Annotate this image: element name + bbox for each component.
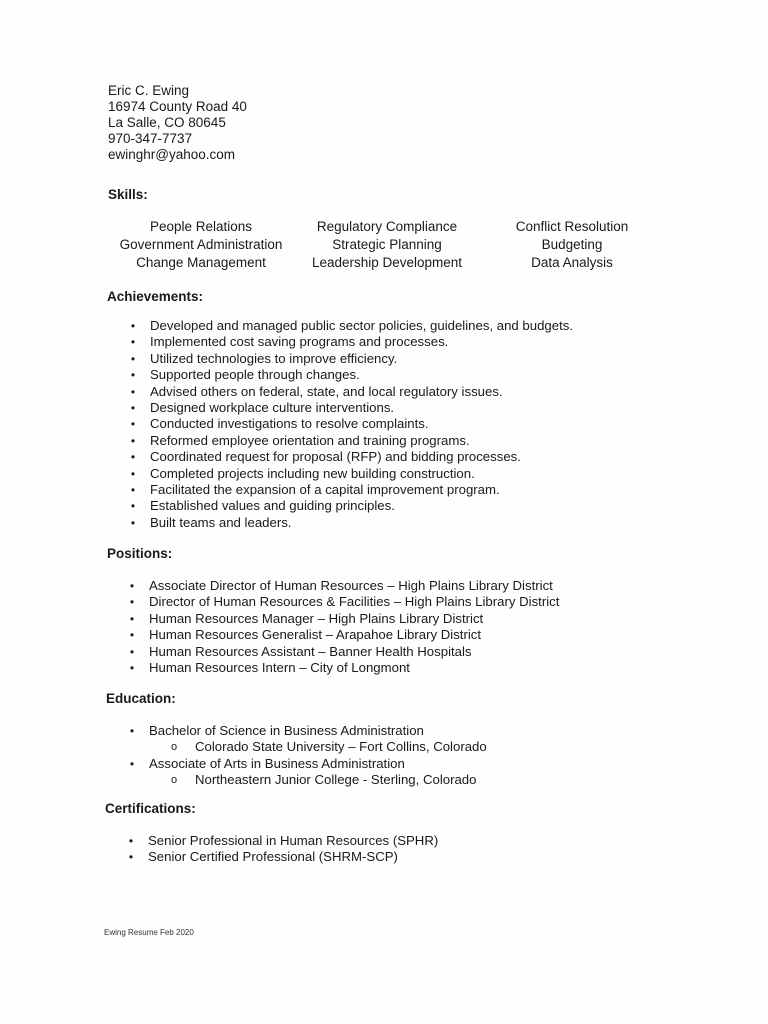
list-item: • Facilitated the expansion of a capital improvement program. — [128, 482, 573, 498]
list-item — [127, 756, 487, 789]
list-item: • Human Resources Assistant – Banner Health Hospitals — [127, 644, 559, 660]
bullet-icon: • — [129, 756, 135, 771]
bullet-icon: • — [130, 351, 136, 366]
achievements-list — [128, 318, 573, 531]
contact-phone: 970-347-7737 — [108, 131, 193, 146]
bullet-icon: • — [130, 483, 136, 498]
bullet-icon: • — [130, 319, 136, 333]
skills-heading: Skills: — [108, 187, 148, 202]
certifications-list — [126, 833, 438, 866]
education-school: Northeastern Junior College - Sterling, Colorado — [195, 772, 477, 788]
list-item: • Advised others on federal, state, and local regulatory issues. — [128, 384, 573, 400]
list-item: • Human Resources Generalist – Arapahoe Library District — [127, 627, 559, 643]
education-school: Colorado State University – Fort Collins, Colorado — [195, 739, 487, 755]
achievements-heading: Achievements: — [107, 289, 204, 304]
list-item: • Implemented cost saving programs and processes. — [128, 334, 573, 350]
contact-block — [108, 83, 247, 163]
sub-bullet-icon: o — [171, 774, 178, 787]
bullet-icon: • — [129, 724, 135, 738]
bullet-icon: • — [130, 335, 136, 350]
list-item: • Associate Director of Human Resources – High Plains Library District — [127, 578, 559, 594]
list-item: • Built teams and leaders. — [128, 515, 573, 531]
list-item: • Human Resources Intern – City of Longmont — [127, 660, 559, 676]
bullet-icon: • — [130, 466, 136, 481]
skill-item: Leadership Development — [311, 255, 463, 270]
education-degree: Bachelor of Science in Business Administration — [149, 723, 424, 738]
skill-item: Strategic Planning — [332, 237, 442, 252]
bullet-icon: • — [129, 611, 135, 626]
list-item: • Designed workplace culture interventions. — [128, 400, 573, 416]
bullet-icon: • — [130, 499, 136, 514]
education-degree: Associate of Arts in Business Administration — [149, 755, 405, 771]
skill-item: Regulatory Compliance — [316, 219, 458, 234]
list-item: • Reformed employee orientation and training programs. — [128, 433, 573, 449]
list-item: • Supported people through changes. — [128, 367, 573, 383]
contact-email: ewinghr@yahoo.com — [108, 147, 236, 162]
list-item: • Senior Certified Professional (SHRM-SCP) — [126, 849, 438, 865]
list-item — [127, 723, 487, 756]
contact-name: Eric C. Ewing — [108, 83, 190, 98]
skill-item: Change Management — [136, 255, 266, 270]
list-item: • Coordinated request for proposal (RFP) and bidding processes. — [128, 449, 573, 465]
skills-column-2 — [304, 218, 470, 272]
list-item: • Completed projects including new building construction. — [128, 466, 573, 482]
bullet-icon: • — [129, 579, 135, 593]
bullet-icon: • — [129, 595, 135, 610]
bullet-icon: • — [129, 661, 135, 676]
education-school-row — [171, 739, 487, 755]
bullet-icon: • — [129, 644, 135, 659]
positions-list — [127, 578, 559, 676]
bullet-icon: • — [128, 850, 134, 865]
page-footer: Ewing Resume Feb 2020 — [104, 928, 194, 937]
education-school-row — [171, 772, 487, 788]
certifications-heading: Certifications: — [105, 801, 196, 816]
skill-item: Conflict Resolution — [515, 219, 629, 234]
list-item: • Established values and guiding principles. — [128, 498, 573, 514]
list-item: • Utilized technologies to improve efficiency. — [128, 351, 573, 367]
skill-item: Data Analysis — [531, 255, 613, 270]
contact-address-line1: 16974 County Road 40 — [108, 99, 247, 114]
sub-bullet-icon: o — [171, 741, 178, 754]
bullet-icon: • — [130, 368, 136, 383]
bullet-icon: • — [130, 450, 136, 465]
bullet-icon: • — [130, 433, 136, 448]
list-item: • Senior Professional in Human Resources (SPHR) — [126, 833, 438, 849]
bullet-icon: • — [130, 401, 136, 416]
list-item: • Director of Human Resources & Facilities – High Plains Library District — [127, 594, 559, 610]
skill-item: People Relations — [149, 219, 253, 234]
skill-item: Government Administration — [119, 237, 283, 252]
contact-address-line2: La Salle, CO 80645 — [108, 115, 226, 130]
education-heading: Education: — [106, 691, 176, 706]
bullet-icon: • — [128, 834, 134, 848]
bullet-icon: • — [130, 417, 136, 432]
bullet-icon: • — [130, 384, 136, 399]
skills-column-3 — [502, 218, 642, 272]
list-item: • Developed and managed public sector policies, guidelines, and budgets. — [128, 318, 573, 334]
list-item: • Human Resources Manager – High Plains Library District — [127, 611, 559, 627]
education-list — [127, 723, 487, 789]
skills-column-1 — [108, 218, 294, 272]
list-item: • Conducted investigations to resolve complaints. — [128, 416, 573, 432]
skill-item: Budgeting — [541, 237, 603, 252]
positions-heading: Positions: — [107, 546, 173, 561]
bullet-icon: • — [129, 628, 135, 643]
bullet-icon: • — [130, 515, 136, 530]
